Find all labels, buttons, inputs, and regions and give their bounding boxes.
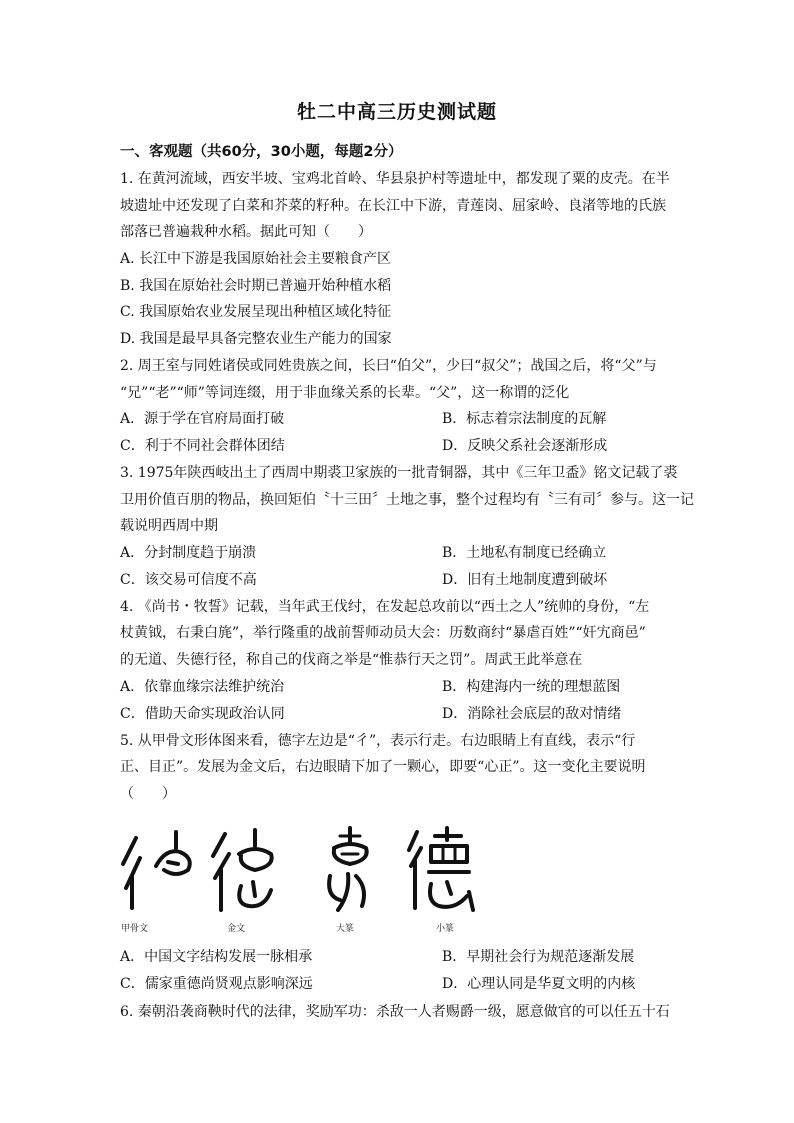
q5-option-a: A．中国文字结构发展一脉相承 — [120, 949, 313, 965]
q4-option-d: D．消除社会底层的敌对情绪 — [442, 706, 622, 722]
q5-line-3: （ ） — [120, 786, 176, 802]
q3-option-b: B．土地私有制度已经确立 — [442, 545, 607, 561]
q5-line-1: 5. 从甲骨文形体图来看，德字左边是“彳”，表示行走。右边眼睛上有直线，表示“行 — [120, 733, 636, 749]
q1-line-2: 坡遗址中还发现了白菜和芥菜的籽种。在长江中下游，青莲岗、屈家岭、良渚等地的氏族 — [120, 198, 666, 214]
caption-bronze: 金文 — [227, 924, 246, 934]
q3-line-3: 载说明西周中期 — [120, 518, 218, 534]
great-seal-de-glyph — [320, 826, 380, 916]
q1-line-3: 部落已普遍栽种水稻。据此可知（ ） — [120, 224, 372, 240]
q1-option-a: A. 长江中下游是我国原始社会主要粮食产区 — [120, 251, 392, 267]
q4-option-c: C．借助天命实现政治认同 — [120, 706, 285, 722]
q1-line-1: 1. 在黄河流域，西安半坡、宝鸡北首岭、华县泉护村等遗址中，都发现了粟的皮壳。在半 — [120, 171, 670, 187]
q5-option-c: C．儒家重德尚贤观点影响深远 — [120, 976, 313, 992]
q2-line-1: 2. 周王室与同姓诸侯或同姓贵族之间，长曰“伯父”，少曰“叔父”；战国之后，将“父”与 — [120, 358, 657, 374]
q6-line-1: 6. 秦朝沿袭商鞅时代的法律，奖励军功：杀敌一人者赐爵一级，愿意做官的可以任五十石 — [120, 1004, 670, 1020]
q1-option-d: D. 我国是最早具备完整农业生产能力的国家 — [120, 331, 392, 347]
q3-option-d: D．旧有土地制度遭到破坏 — [442, 572, 608, 588]
oracle-bone-de-glyph — [118, 826, 198, 911]
q4-option-b: B．构建海内一统的理想蓝图 — [442, 679, 621, 695]
q2-option-c: C．利于不同社会群体团结 — [120, 438, 285, 454]
caption-great-seal: 大篆 — [336, 924, 355, 934]
q1-option-c: C. 我国原始农业发展呈现出种植区域化特征 — [120, 304, 392, 320]
q1-option-b: B. 我国在原始社会时期已普遍开始种植水稻 — [120, 278, 392, 294]
caption-small-seal: 小篆 — [436, 924, 455, 934]
q2-option-b: B．标志着宗法制度的瓦解 — [442, 411, 607, 427]
small-seal-de-glyph — [405, 826, 475, 916]
q2-option-d: D．反映父系社会逐渐形成 — [442, 438, 608, 454]
q4-line-2: 杖黄钺，右秉白旄”，举行隆重的战前誓师动员大会：历数商纣“暴虐百姓”“奸宄商邑” — [120, 625, 646, 641]
q3-option-a: A．分封制度趋于崩溃 — [120, 545, 257, 561]
q4-line-3: 的无道、失德行径，称自己的伐商之举是“惟恭行天之罚”。周武王此举意在 — [120, 652, 583, 668]
caption-oracle-bone: 甲骨文 — [121, 924, 149, 934]
q4-option-a: A．依靠血缘宗法维护统治 — [120, 679, 285, 695]
q3-line-1: 3. 1975年陕西岐出土了西周中期裘卫家族的一批青铜器，其中《三年卫盉》铭文记载了裘 — [120, 465, 678, 481]
q2-line-2: “兄”“老”“师”等词连缀，用于非血缘关系的长辈。“父”，这一称谓的泛化 — [120, 385, 570, 401]
q4-line-1: 4. 《尚书・牧誓》记载，当年武王伐纣，在发起总攻前以“西土之人”统帅的身份，“左 — [120, 599, 650, 615]
q3-line-2: 卫用价值百朋的物品，换回矩伯〝十三田〞土地之事，整个过程均有〝三有司〞参与。这一记 — [120, 492, 694, 508]
q5-option-d: D．心理认同是华夏文明的内核 — [442, 976, 636, 992]
q5-line-2: 正、目正”。发展为金文后，右边眼睛下加了一颗心，即要“心正”。这一变化主要说明 — [120, 759, 646, 775]
section-heading: 一、客观题（共60分，30小题，每题2分） — [120, 144, 403, 160]
q2-option-a: A．源于学在官府局面打破 — [120, 411, 285, 427]
q5-option-b: B．早期社会行为规范逐渐发展 — [442, 949, 635, 965]
page-title: 牡二中高三历史测试题 — [296, 101, 497, 123]
bronze-inscription-de-glyph — [205, 826, 285, 916]
q3-option-c: C．该交易可信度不高 — [120, 572, 257, 588]
